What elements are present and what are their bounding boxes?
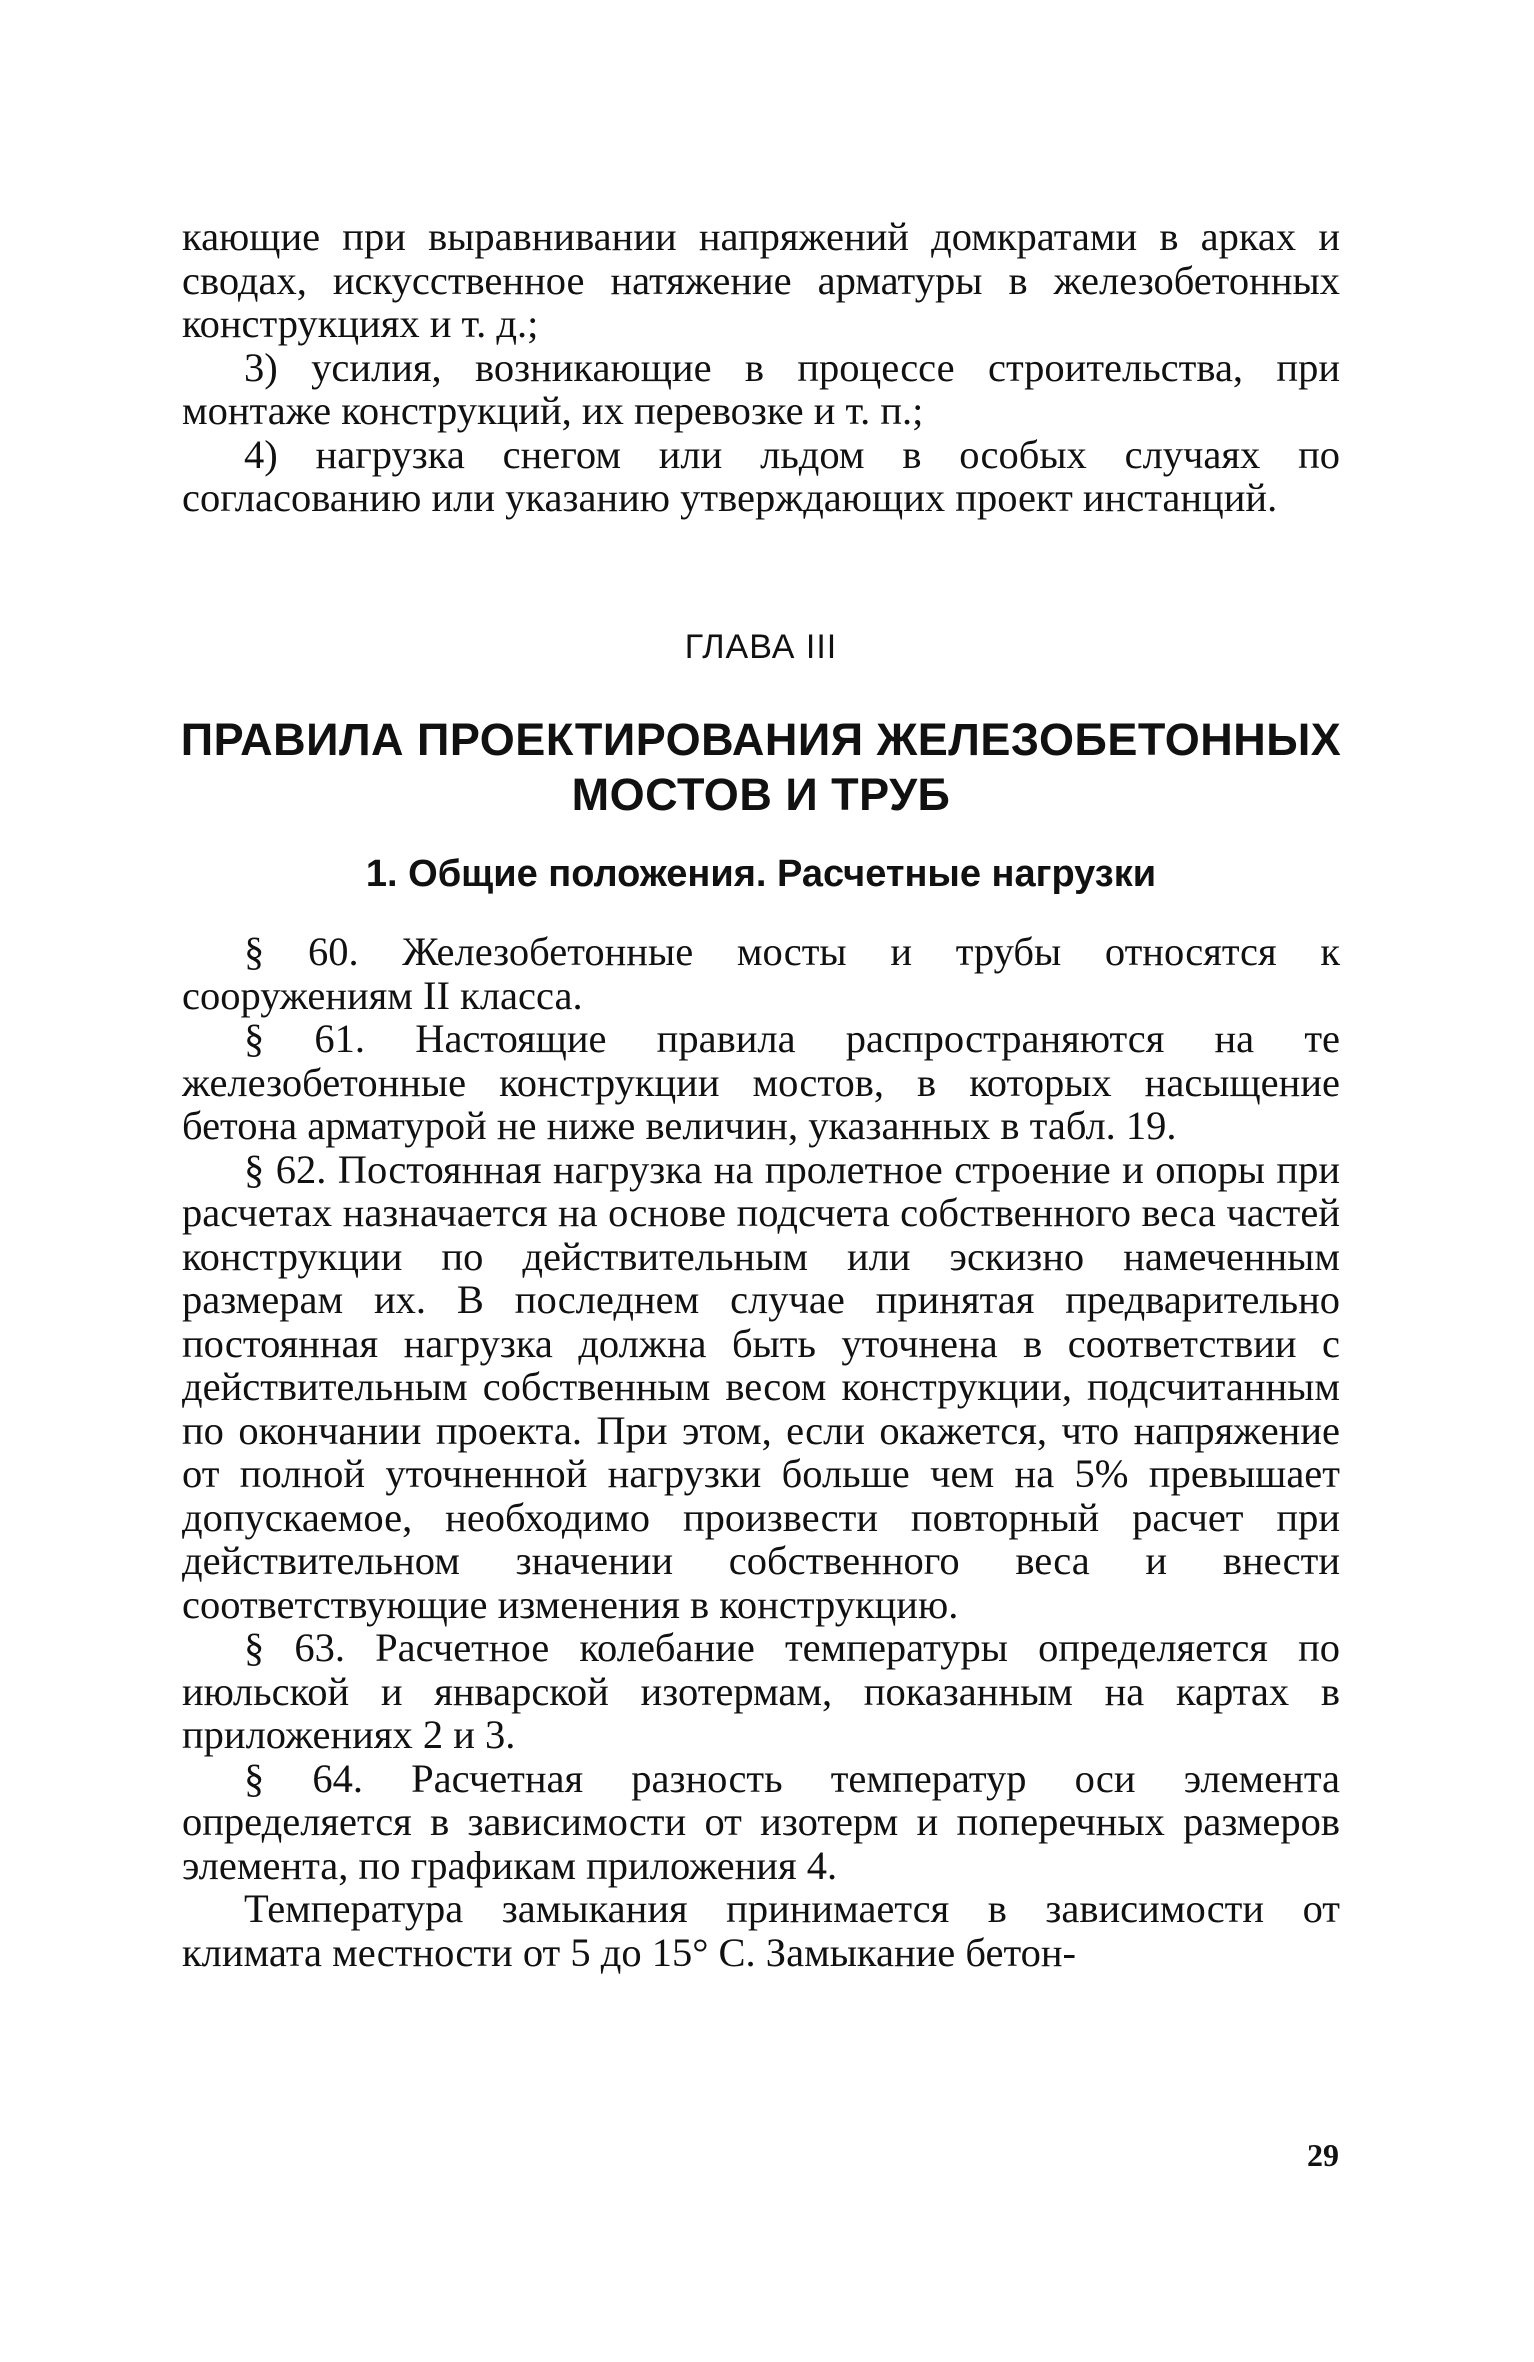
page-number: 29 bbox=[1307, 2137, 1339, 2173]
chapter-title-line-1: ПРАВИЛА ПРОЕКТИРОВАНИЯ ЖЕЛЕЗОБЕТОННЫХ bbox=[180, 714, 1342, 765]
top-paragraph-block bbox=[182, 215, 1340, 520]
paragraph-61: § 61. Настоящие правила распространяются на те железобетонные конструкции мостов, в которых насыщение бетона арматурой не ниже величин, указанных в табл. 19. bbox=[182, 1016, 1340, 1148]
paragraph-continuation: кающие при выравнивании напряжений домкратами в арках и сводах, искусственное натяжение арматуры в железобетонных конструкциях и т. д.; bbox=[182, 214, 1340, 346]
paragraph-64: § 64. Расчетная разность температур оси элемента определяется в зависимости от изотерм и поперечных размеров элемента, по графикам приложения 4. bbox=[182, 1755, 1340, 1888]
paragraph-63: § 63. Расчетное колебание температуры определяется по июльской и январской изотермам, показанным на картах в приложениях 2 и 3. bbox=[182, 1625, 1340, 1757]
paragraph-temperature: Температура замыкания принимается в зависимости от климата местности от 5 до 15° С. Замыкание бетон- bbox=[182, 1886, 1340, 1975]
paragraph-item-4: 4) нагрузка снегом или льдом в особых случаях по согласованию или указанию утверждающих проект инстанций. bbox=[182, 431, 1340, 520]
paragraph-60: § 60. Железобетонные мосты и трубы относятся к сооружениям II класса. bbox=[182, 929, 1340, 1018]
chapter-title-line-2: МОСТОВ И ТРУБ bbox=[571, 769, 951, 820]
chapter-title bbox=[170, 712, 1352, 822]
main-paragraph-block bbox=[182, 930, 1340, 1974]
paragraph-item-3: 3) усилия, возникающие в процессе строительства, при монтаже конструкций, их перевозке и т. п.; bbox=[182, 344, 1340, 433]
section-heading: 1. Общие положения. Расчетные нагрузки bbox=[365, 853, 1157, 895]
chapter-heading: ГЛАВА III bbox=[684, 628, 838, 666]
paragraph-62: § 62. Постоянная нагрузка на пролетное строение и опоры при расчетах назначается на основе подсчета собственного веса частей конструкции по действительным или эскизно намеченным размерам их. В последнем случае принятая предварительно постоянная нагрузка должна быть уточнена в соответствии с действительным собственным весом конструкции, подсчитанным по окончании проекта. При этом, если окажется, что напряжение от полной уточненной нагрузки больше чем на 5% превышает допускаемое, необходимо произвести повторный расчет при действительном значении собственного веса и внести соответствующие изменения в конструкцию. bbox=[182, 1146, 1340, 1627]
